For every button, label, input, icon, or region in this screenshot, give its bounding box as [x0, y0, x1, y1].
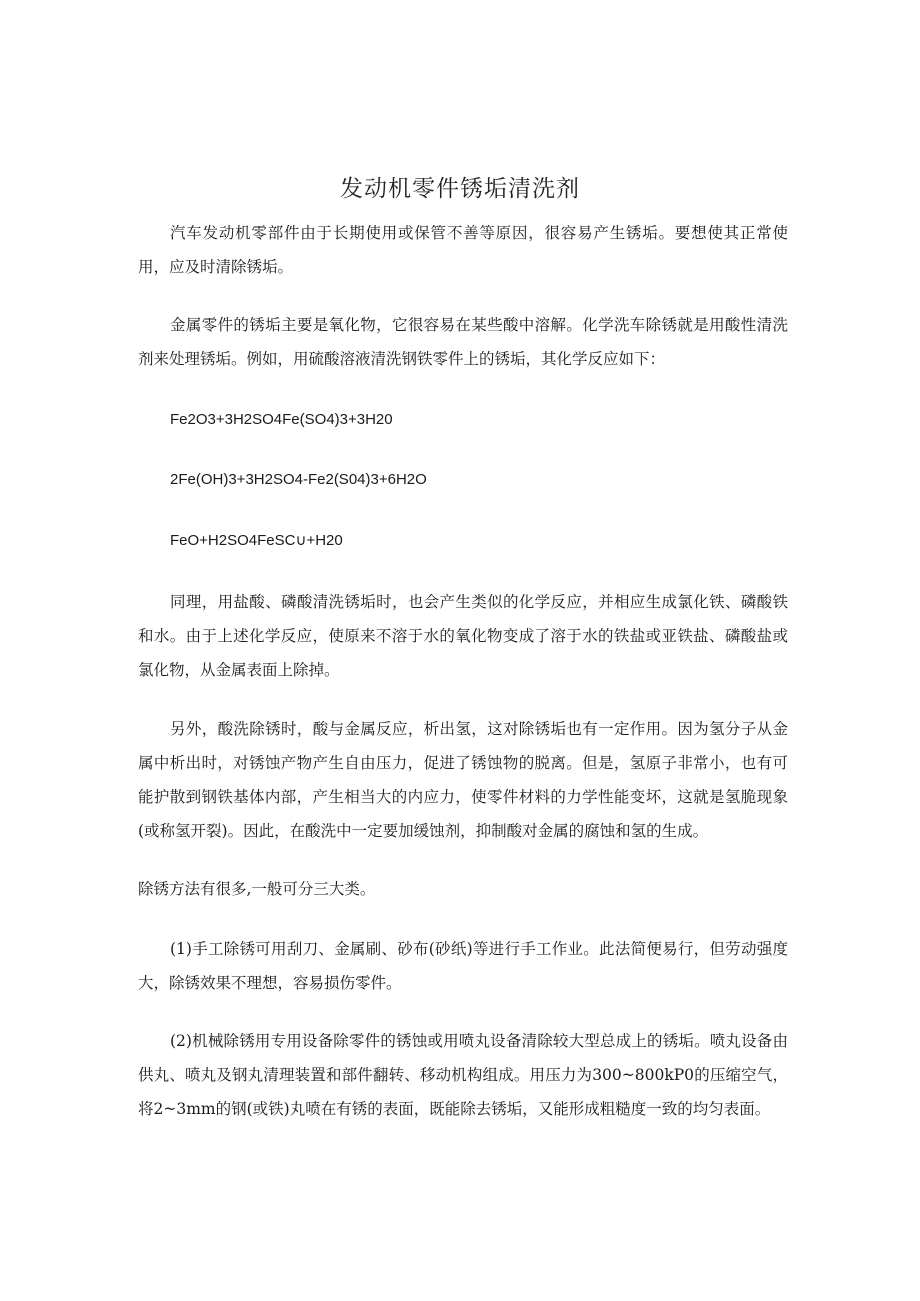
paragraph-methods-overview: 除锈方法有很多,一般可分三大类。	[138, 880, 376, 898]
formula-1: Fe2O3+3H2SO4Fe(SO4)3+3H20	[170, 411, 393, 428]
paragraph-rust-composition: 金属零件的锈垢主要是氧化物，它很容易在某些酸中溶解。化学洗车除锈就是用酸性清洗剂来处理锈垢。例如，用硫酸溶液清洗钢铁零件上的锈垢，其化学反应如下：	[138, 316, 788, 368]
formula-2: 2Fe(OH)3+3H2SO4-Fe2(S04)3+6H2O	[170, 471, 427, 488]
paragraph-intro: 汽车发动机零部件由于长期使用或保管不善等原因，很容易产生锈垢。要想使其正常使用，应及时清除锈垢。	[138, 224, 788, 276]
paragraph-similar-reactions: 同理，用盐酸、磷酸清洗锈垢时，也会产生类似的化学反应，并相应生成氯化铁、磷酸铁和水。由于上述化学反应，使原来不溶于水的氧化物变成了溶于水的铁盐或亚铁盐、磷酸盐或氯化物，从金属表面上除掉。	[138, 593, 788, 679]
document-title: 发动机零件锈垢清洗剂	[340, 176, 580, 202]
paragraph-mechanical-removal: (2)机械除锈用专用设备除零件的锈蚀或用喷丸设备清除较大型总成上的锈垢。喷丸设备由供丸、喷丸及钢丸清理装置和部件翻转、移动机构组成。用压力为300~800kP0的压缩空气，将2~3mm的钢(或铁)丸喷在有锈的表面，既能除去锈垢，又能形成粗糙度一致的均匀表面。	[138, 1032, 788, 1118]
paragraph-hydrogen-embrittlement: 另外，酸洗除锈时，酸与金属反应，析出氢，这对除锈垢也有一定作用。因为氢分子从金属中析出时，对锈蚀产物产生自由压力，促进了锈蚀物的脱离。但是，氢原子非常小，也有可能护散到钢铁基体内部，产生相当大的内应力，使零件材料的力学性能变坏，这就是氢脆现象(或称氢开裂)。因此，在酸洗中一定要加缓蚀剂，抑制酸对金属的腐蚀和氢的生成。	[138, 720, 788, 840]
paragraph-manual-removal: (1)手工除锈可用刮刀、金属刷、砂布(砂纸)等进行手工作业。此法简便易行，但劳动强度大，除锈效果不理想，容易损伤零件。	[138, 940, 788, 992]
formula-3: FeO+H2SO4FeSC∪+H20	[170, 532, 343, 549]
